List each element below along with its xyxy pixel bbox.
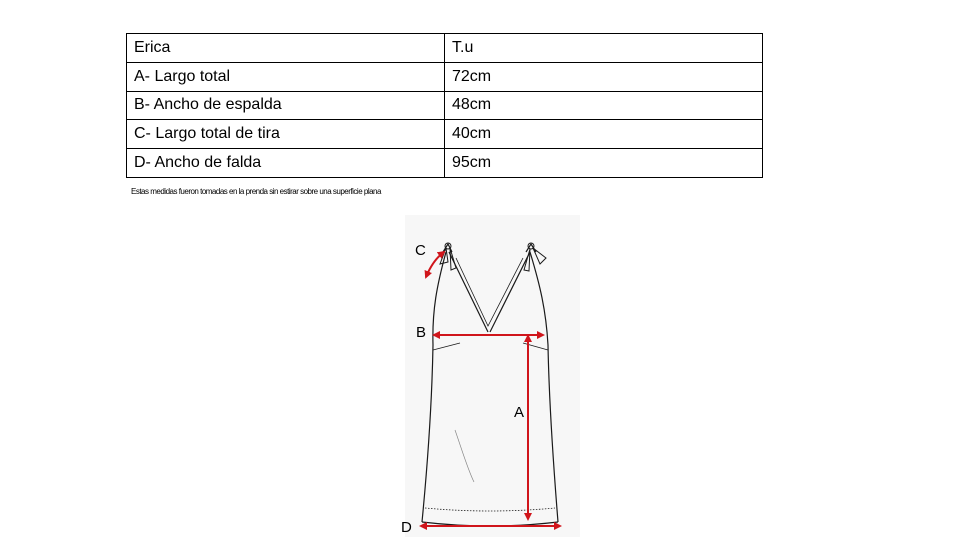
armhole-dart-left xyxy=(433,343,460,350)
row-label-cell: B- Ancho de espalda xyxy=(127,91,445,120)
row-label-cell: A- Largo total xyxy=(127,62,445,91)
label-b: B xyxy=(416,324,427,341)
row-value-cell: 72cm xyxy=(445,62,763,91)
row-value-cell: 48cm xyxy=(445,91,763,120)
hem-stitch xyxy=(425,508,555,511)
label-a: A xyxy=(514,404,525,421)
row-value-cell: 40cm xyxy=(445,120,763,149)
header-value-cell: T.u xyxy=(445,34,763,63)
armhole-dart-right xyxy=(523,343,548,350)
right-bow xyxy=(524,243,546,271)
measure-arrows xyxy=(421,252,560,526)
dress-right-side xyxy=(530,252,558,522)
dress-outline xyxy=(422,244,558,526)
measurement-footnote: Estas medidas fueron tomadas en la prenda sin estirar sobre una superficie plana xyxy=(131,187,381,196)
row-label-cell: C- Largo total de tira xyxy=(127,120,445,149)
row-label-cell: D- Ancho de falda xyxy=(127,149,445,178)
measure-arrow-c xyxy=(426,252,444,277)
header-label-cell: Erica xyxy=(127,34,445,63)
neckline-right xyxy=(490,252,530,332)
row-value-cell: 95cm xyxy=(445,149,763,178)
fabric-fold xyxy=(455,430,474,482)
dress-left-side xyxy=(422,252,446,522)
neckline-inner xyxy=(456,258,523,326)
label-d: D xyxy=(401,519,412,536)
label-c: C xyxy=(415,242,426,259)
